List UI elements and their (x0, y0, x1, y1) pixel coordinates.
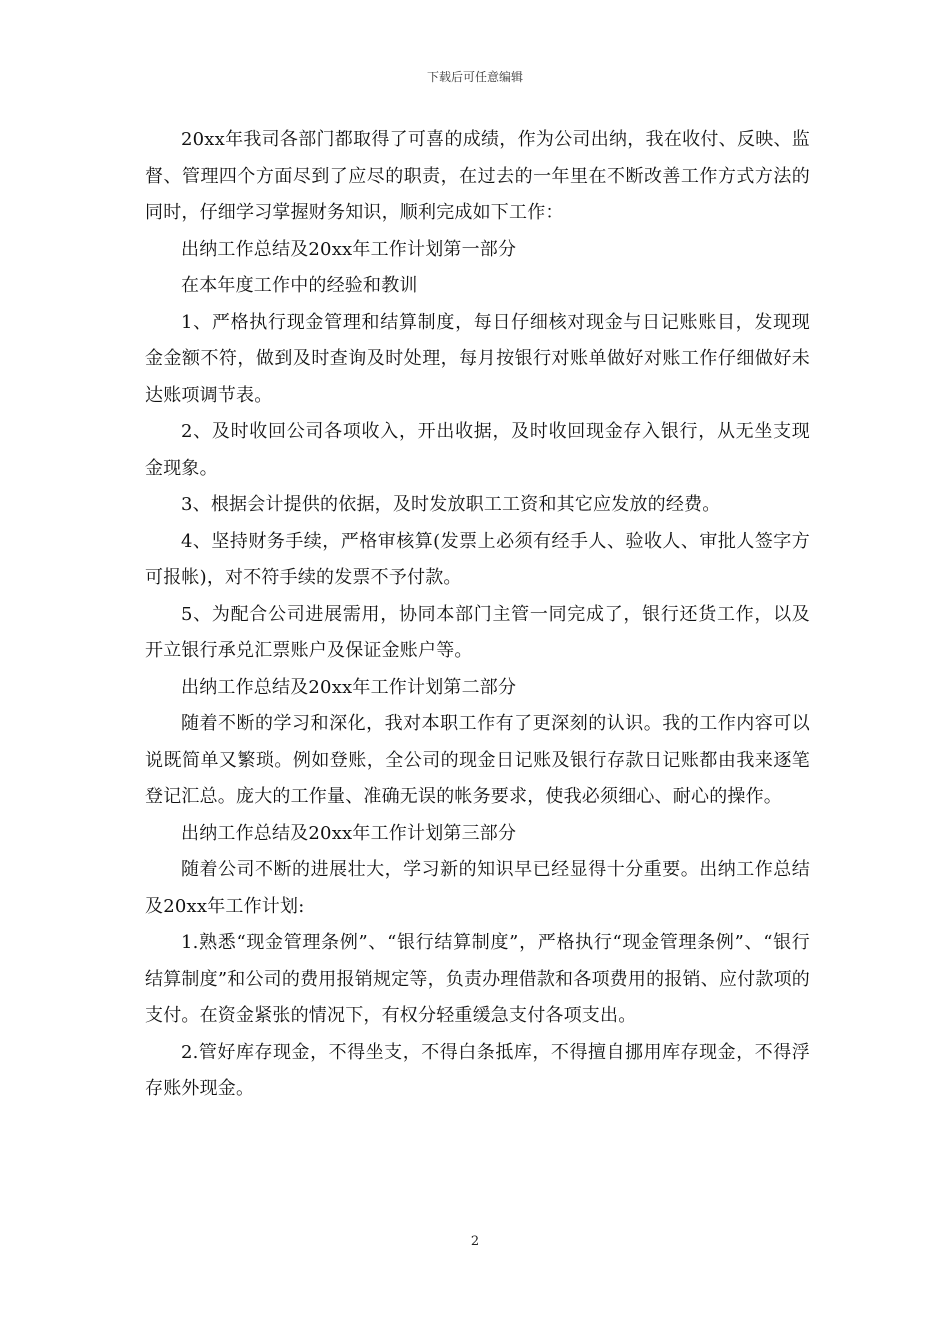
paragraph: 随着公司不断的进展壮大，学习新的知识早已经显得十分重要。出纳工作总结及20xx年工作计划: (145, 859, 810, 917)
page-header: 下载后可任意编辑 (426, 70, 523, 84)
paragraph: 随着不断的学习和深化，我对本职工作有了更深刻的认识。我的工作内容可以说既简单又繁琐。例如登账，全公司的现金日记账及银行存款日记账都由我来逐笔登记汇总。庞大的工作量、准确无误的帐务要求，使我必须细心、耐心的操作。 (145, 713, 810, 807)
list-item: 3、根据会计提供的依据，及时发放职工工资和其它应发放的经费。 (181, 494, 721, 515)
subheading-experience: 在本年度工作中的经验和教训 (181, 275, 418, 296)
list-item: 2.管好库存现金，不得坐支，不得白条抵库，不得擅自挪用库存现金，不得浮存账外现金。 (145, 1041, 810, 1099)
list-item: 1、严格执行现金管理和结算制度，每日仔细核对现金与日记账账目，发现现金金额不符，做到及时查询及时处理，每月按银行对账单做好对账工作仔细做好未达账项调节表。 (145, 311, 810, 406)
list-item: 4、坚持财务手续，严格审核算(发票上必须有经手人、验收人、审批人签字方可报帐)，对不符手续的发票不予付款。 (145, 530, 810, 588)
section-heading-part-2: 出纳工作总结及20xx年工作计划第二部分 (181, 676, 517, 698)
paragraph-intro: 20xx年我司各部门都取得了可喜的成绩，作为公司出纳，我在收付、反映、监督、管理四个方面尽到了应尽的职责，在过去的一年里在不断改善工作方式方法的同时，仔细学习掌握财务知识，顺利完成如下工作： (145, 129, 810, 223)
section-heading-part-3: 出纳工作总结及20xx年工作计划第三部分 (181, 822, 517, 844)
list-item: 5、为配合公司进展需用，协同本部门主管一同完成了，银行还货工作，以及开立银行承兑汇票账户及保证金账户等。 (145, 603, 810, 661)
document-body (145, 122, 810, 1108)
page-number: 2 (470, 1234, 480, 1249)
list-item: 1.熟悉“现金管理条例”、“银行结算制度”，严格执行“现金管理条例”、“银行结算制度”和公司的费用报销规定等，负责办理借款和各项费用的报销、应付款项的支付。在资金紧张的情况下，有权分轻重缓急支付各项支出。 (145, 932, 810, 1026)
section-heading-part-1: 出纳工作总结及20xx年工作计划第一部分 (181, 238, 517, 260)
list-item: 2、及时收回公司各项收入，开出收据，及时收回现金存入银行，从无坐支现金现象。 (145, 421, 810, 479)
